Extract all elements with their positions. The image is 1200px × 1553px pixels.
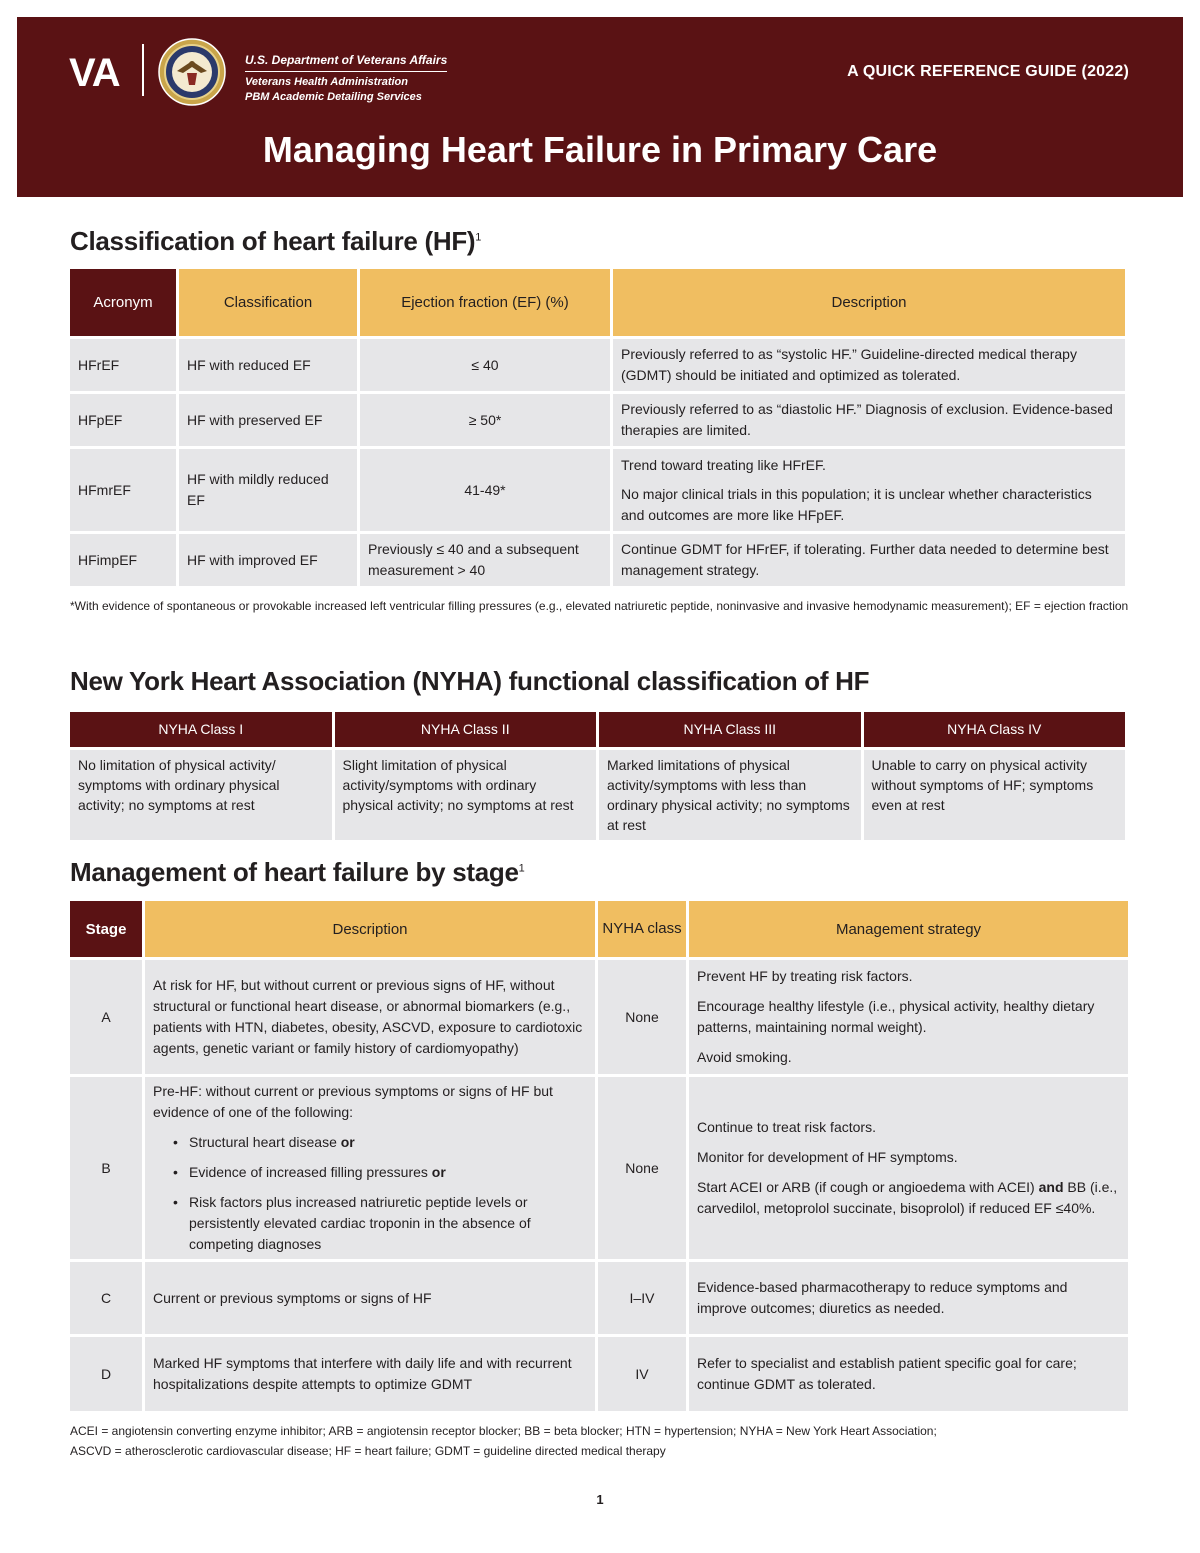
nyha-class-2-description: Slight limitation of physical activity/symptoms with ordinary physical activity; no symptoms at rest (335, 750, 597, 840)
nyha-class-cell: IV (598, 1337, 686, 1411)
stage-description-cell: Current or previous symptoms or signs of HF (145, 1262, 595, 1334)
nyha-class-4-header: NYHA Class IV (864, 712, 1126, 747)
acronym-cell: HFrEF (70, 339, 176, 391)
table-header-row (70, 712, 1125, 747)
acronym-cell: HFmrEF (70, 449, 176, 531)
logo-divider (142, 44, 144, 96)
stage-table (67, 898, 1131, 1414)
list-item: • Risk factors plus increased natriuretic peptide levels or persistently elevated cardiac troponin in the absence of competing diagnoses (153, 1192, 587, 1255)
classification-heading: Classification of heart failure (HF)$^1$ (70, 226, 482, 256)
nyha-class-2-header: NYHA Class II (335, 712, 597, 747)
stage-cell: C (70, 1262, 142, 1334)
abbreviations-footnote: ACEI = angiotensin converting enzyme inhibitor; ARB = angiotensin receptor blocker; BB = beta blocker; HTN = hypertension; NYHA = New York Heart Association; ASCVD = atherosclerotic cardiovascular disease; HF = heart failure; GDMT = guideline directed medical therapy (70, 1424, 937, 1458)
description-cell: Previously referred to as “diastolic HF.” Diagnosis of exclusion. Evidence-based therapies are limited. (613, 394, 1125, 446)
stage-description-cell: Pre-HF: without current or previous symptoms or signs of HF but evidence of one of the following: • Structural heart disease or • Evidence of increased filling pressures or • Risk factors plus increased natriuretic peptide levels or persistently elevated cardiac troponin in the absence of competing diagnoses (145, 1077, 595, 1259)
description-cell: Previously referred to as “systolic HF.” Guideline-directed medical therapy (GDMT) should be initiated and optimized as tolerated. (613, 339, 1125, 391)
column-header-description: Description (145, 901, 595, 957)
nyha-heading: New York Heart Association (NYHA) functional classification of HF (70, 666, 870, 696)
nyha-class-cell: I–IV (598, 1262, 686, 1334)
stage-cell: B (70, 1077, 142, 1259)
management-cell: Evidence-based pharmacotherapy to reduce symptoms and improve outcomes; diuretics as needed. (689, 1262, 1128, 1334)
stage-cell: D (70, 1337, 142, 1411)
table-row (70, 339, 1125, 391)
ef-cell: ≥ 50* (360, 394, 610, 446)
nyha-class-cell: None (598, 960, 686, 1074)
stage-heading: Management of heart failure by stage$^1$ (70, 857, 525, 887)
management-cell: Continue to treat risk factors. Monitor for development of HF symptoms. Start ACEI or ARB (if cough or angioedema with ACEI) and BB (i.e., carvedilol, metoprolol succinate, bisoprolol) if reduced EF ≤40%. (689, 1077, 1128, 1259)
ef-cell: 41-49* (360, 449, 610, 531)
column-header-description: Description (613, 269, 1125, 336)
stage-cell: A (70, 960, 142, 1074)
acronym-cell: HFpEF (70, 394, 176, 446)
va-seal-icon (157, 37, 227, 107)
table-row (70, 394, 1125, 446)
table-header-row (70, 269, 1125, 336)
table-row (70, 750, 1125, 840)
nyha-class-1-description: No limitation of physical activity/ symptoms with ordinary physical activity; no symptoms at rest (70, 750, 332, 840)
description-cell: Continue GDMT for HFrEF, if tolerating. Further data needed to determine best management strategy. (613, 534, 1125, 586)
table-row (70, 960, 1128, 1074)
table-row (70, 449, 1125, 531)
evidence-list (153, 1132, 587, 1255)
page-number: 1 (596, 1492, 604, 1507)
column-header-nyha-class: NYHA class (598, 901, 686, 957)
classification-footnote: *With evidence of spontaneous or provokable increased left ventricular filling pressures (e.g., elevated natriuretic peptide, noninvasive and invasive hemodynamic measurement); EF = ejection fraction (70, 599, 1129, 613)
management-cell: Prevent HF by treating risk factors. Encourage healthy lifestyle (i.e., physical activity, healthy dietary patterns, maintaining normal weight). Avoid smoking. (689, 960, 1128, 1074)
table-header-row (70, 901, 1128, 957)
list-item: • Evidence of increased filling pressures or (153, 1162, 587, 1183)
column-header-acronym: Acronym (70, 269, 176, 336)
department-block (245, 53, 447, 105)
column-header-ef: Ejection fraction (EF) (%) (360, 269, 610, 336)
nyha-class-3-description: Marked limitations of physical activity/symptoms with less than ordinary physical activity; no symptoms at rest (599, 750, 861, 840)
classification-cell: HF with preserved EF (179, 394, 357, 446)
column-header-management: Management strategy (689, 901, 1128, 957)
nyha-class-4-description: Unable to carry on physical activity without symptoms of HF; symptoms even at rest (864, 750, 1126, 840)
classification-cell: HF with mildly reduced EF (179, 449, 357, 531)
management-cell: Refer to specialist and establish patient specific goal for care; continue GDMT as tolerated. (689, 1337, 1128, 1411)
va-logo: VA (69, 51, 120, 95)
nyha-class-1-header: NYHA Class I (70, 712, 332, 747)
quick-reference-label: A QUICK REFERENCE GUIDE (2022) (847, 63, 1129, 80)
table-row (70, 1077, 1128, 1259)
list-item: • Structural heart disease or (153, 1132, 587, 1153)
table-row (70, 1337, 1128, 1411)
description-cell: Trend toward treating like HFrEF. No major clinical trials in this population; it is unclear whether characteristics and outcomes are more like HFpEF. (613, 449, 1125, 531)
classification-cell: HF with reduced EF (179, 339, 357, 391)
column-header-classification: Classification (179, 269, 357, 336)
acronym-cell: HFimpEF (70, 534, 176, 586)
classification-cell: HF with improved EF (179, 534, 357, 586)
ef-cell: Previously ≤ 40 and a subsequent measurement > 40 (360, 534, 610, 586)
service-name: PBM Academic Detailing Services (245, 91, 422, 103)
department-name: U.S. Department of Veterans Affairs (245, 53, 447, 72)
ef-cell: ≤ 40 (360, 339, 610, 391)
page-title: Managing Heart Failure in Primary Care (262, 129, 938, 170)
administration-name: Veterans Health Administration (245, 76, 408, 88)
stage-description-cell: At risk for HF, but without current or previous signs of HF, without structural or functional heart disease, or abnormal biomarkers (e.g., patients with HTN, diabetes, obesity, ASCVD, exposure to cardiotoxic agents, genetic variant or family history of cardiomyopathy) (145, 960, 595, 1074)
table-row (70, 534, 1125, 586)
header-banner (17, 17, 1183, 197)
classification-table (67, 266, 1128, 589)
nyha-table (67, 709, 1128, 843)
table-row (70, 1262, 1128, 1334)
nyha-class-3-header: NYHA Class III (599, 712, 861, 747)
column-header-stage: Stage (70, 901, 142, 957)
nyha-class-cell: None (598, 1077, 686, 1259)
stage-description-cell: Marked HF symptoms that interfere with daily life and with recurrent hospitalizations despite attempts to optimize GDMT (145, 1337, 595, 1411)
